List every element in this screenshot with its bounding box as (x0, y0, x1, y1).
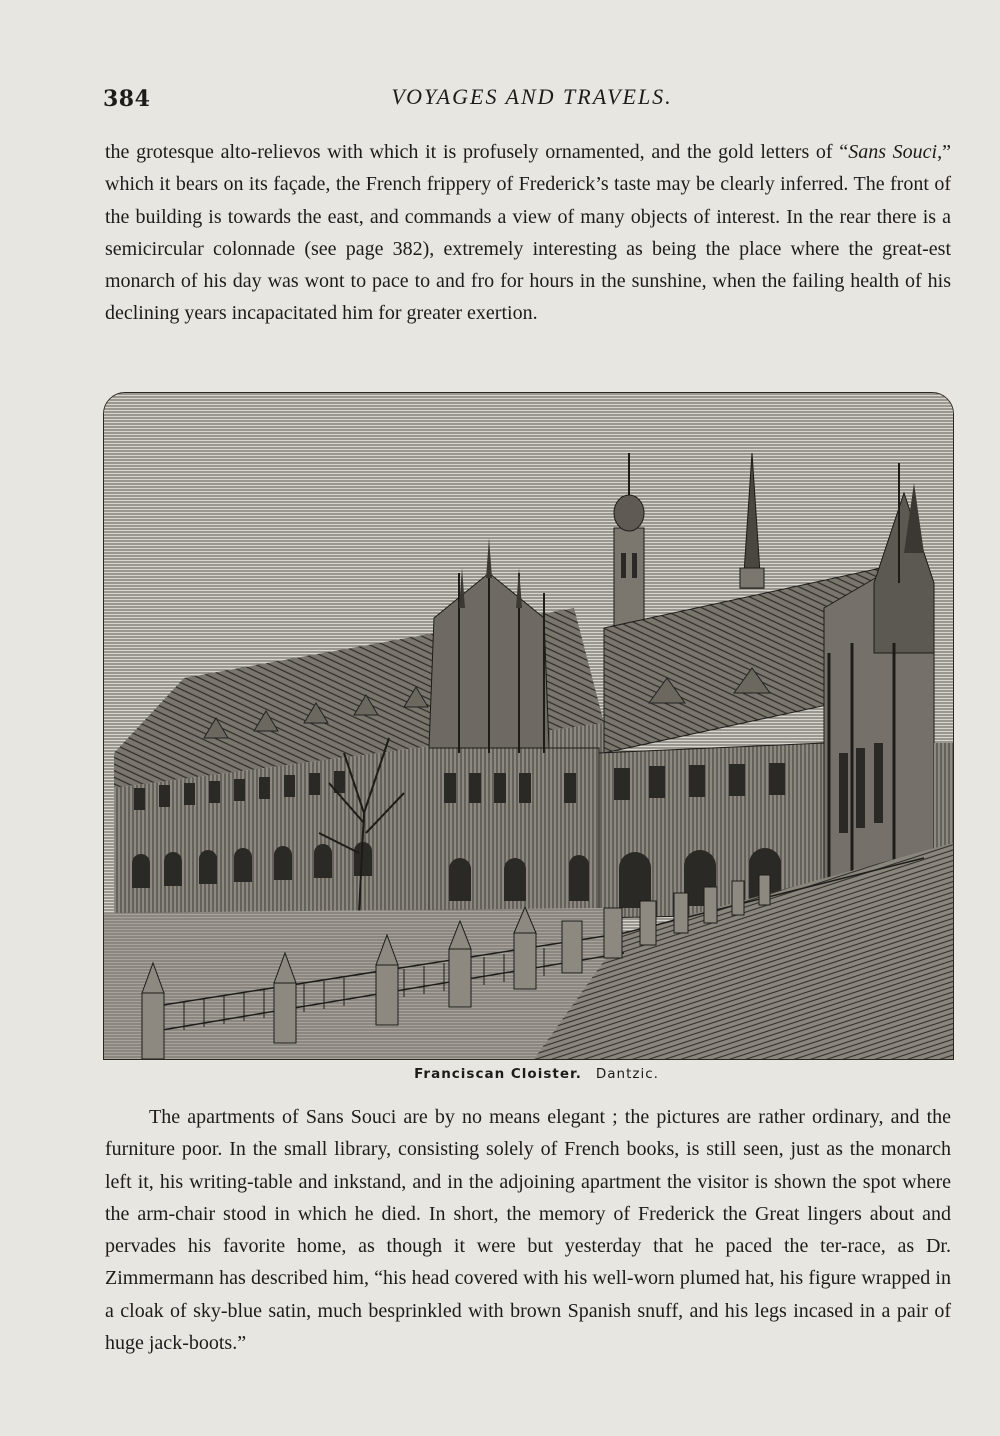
engraving-franciscan-cloister (103, 392, 954, 1060)
running-title: VOYAGES AND TRAVELS. (391, 84, 673, 109)
paragraph-2: The apartments of Sans Souci are by no means elegant ; the pictures are rather ordinary, and the furniture poor. In the small library, consisting solely of French books, is still seen, just as the monarch left it, his writing-table and inkstand, and in the adjoining apartment the visitor is shown the spot where the arm-chair stood in which he died. In short, the memory of Frederick the Great lingers about and pervades his favorite home, as though it were but yesterday that he paced the ter-race, as Dr. Zimmermann has described him, “his head covered with his well-worn plumed hat, his figure wrapped in a cloak of sky-blue satin, much besprinkled with brown Spanish snuff, and his legs incased in a pair of huge jack-boots.” (105, 1106, 951, 1355)
figure-caption (0, 1066, 1000, 1082)
paragraph-1-start: the grotesque alto-relievos with which it is profusely ornamented, and the gold letters of “ (105, 141, 849, 163)
paragraph-1-rest: ” which it bears on its façade, the French frippery of Frederick’s taste may be clearly inferred. The front of the building is towards the east, and commands a view of many objects of interest. In the rear there is a semicircular colonnade (see page 382), extremely interesting as being the place where the great-est monarch of his day was wont to pace to and fro for hours in the sunshine, when the failing health of his declining years incapacitated him for greater exertion. (105, 141, 952, 325)
caption-place: Dantzic. (595, 1066, 659, 1082)
sans-souci-italic: Sans Souci, (848, 141, 943, 163)
page-number: 384 (103, 86, 151, 112)
paragraph-1 (105, 136, 951, 330)
caption-title: Franciscan Cloister. (414, 1066, 582, 1082)
